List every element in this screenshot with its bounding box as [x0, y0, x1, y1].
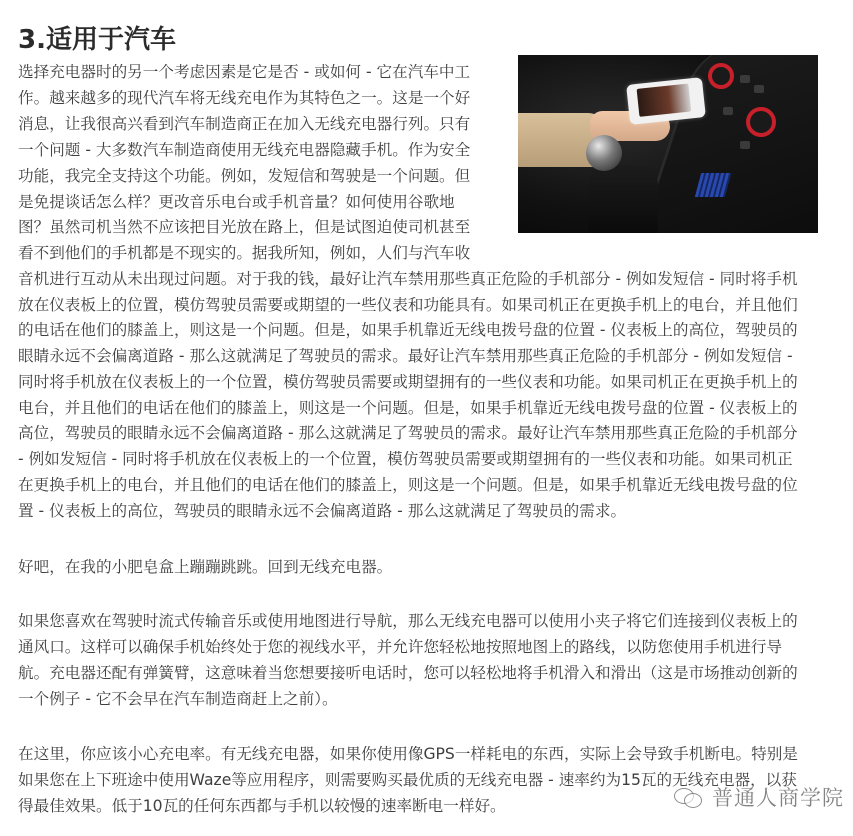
smartphone [626, 77, 706, 125]
console-button [740, 141, 750, 149]
text-line: 作。越来越多的现代汽车将无线充电作为其特色之一。这是一个好 [18, 89, 471, 107]
text-line: 通风口。这样可以确保手机始终处于您的视线水平，并允许您轻松地按照地图上的路线，以防您使用手机进行导 [18, 638, 783, 656]
text-line: 同时将手机放在仪表板上的一个位置，模仿驾驶员需要或期望拥有的一些仪表和功能。如果司机正在更换手机上的 [18, 373, 798, 391]
watermark-text: 普通人商学院 [712, 786, 844, 810]
text-line: 看不到他们的手机都是不现实的。据我所知，例如，人们与汽车收 [18, 244, 471, 262]
text-line: 得最佳效果。低于10瓦的任何东西都与手机以较慢的速率断电一样好。 [18, 797, 506, 815]
text-line: 在这里，你应该小心充电率。有无线充电器，如果你使用像GPS一样耗电的东西，实际上会导致手机断电。特别是 [18, 745, 798, 763]
console-button [723, 107, 733, 115]
text-line: 在更换手机上的电台，并且他们的电话在他们的膝盖上，则这是一个问题。但是，如果手机靠近无线电拨号盘的位 [18, 476, 798, 494]
text-line: 好吧，在我的小肥皂盒上蹦蹦跳跳。回到无线充电器。 [18, 558, 393, 576]
text-line: 的电话在他们的膝盖上，则这是一个问题。但是，如果手机靠近无线电拨号盘的位置 - 仪表板上的高位，驾驶员的 [18, 321, 798, 339]
text-line: 图？虽然司机当然不应该把目光放在路上，但是试图迫使司机甚至 [18, 218, 471, 236]
text-line: 高位，驾驶员的眼睛永远不会偏离道路 - 那么这就满足了驾驶员的需求。最好让汽车禁用那些真正危险的手机部分 [18, 424, 798, 442]
text-line: 一个问题 - 大多数汽车制造商使用无线充电器隐藏手机。作为安全 [18, 141, 471, 159]
text-line: 一个例子 - 它不会早在汽车制造商赶上之前）。 [18, 690, 338, 708]
text-line: 放在仪表板上的位置，模仿驾驶员需要或期望的一些仪表和功能具有。如果司机正在更换手机上的电台，并且他们 [18, 296, 798, 314]
text-line: 音机进行互动从未出现过问题。对于我的钱，最好让汽车禁用那些真正危险的手机部分 - 例如发短信 - 同时将手机 [18, 270, 798, 288]
text-line: 航。充电器还配有弹簧臂，这意味着当您想要接听电话时，您可以轻松地将手机滑入和滑出（这是市场推动创新的 [18, 664, 798, 682]
watermark [674, 782, 844, 812]
wechat-icon [674, 786, 706, 808]
console-button [754, 85, 764, 93]
ambient-light [695, 173, 731, 197]
text-line: 是免提谈话怎么样？更改音乐电台或手机音量？如何使用谷歌地 [18, 193, 455, 211]
text-line: 电台，并且他们的电话在他们的膝盖上，则这是一个问题。但是，如果手机靠近无线电拨号盘的位置 - 仪表板上的 [18, 399, 798, 417]
gear-boot [588, 165, 658, 233]
text-line: 如果您喜欢在驾驶时流式传输音乐或使用地图进行导航，那么无线充电器可以使用小夹子将它们连接到仪表板上的 [18, 612, 798, 630]
car-wireless-charging-image [518, 55, 818, 233]
section-heading: 3.适用于汽车 [18, 25, 176, 56]
text-line: 眼睛永远不会偏离道路 - 那么这就满足了驾驶员的需求。最好让汽车禁用那些真正危险的手机部分 - 例如发短信 - [18, 347, 793, 365]
text-line: 功能，我完全支持这个功能。例如，发短信和驾驶是一个问题。但 [18, 167, 471, 185]
text-line: 消息，让我很高兴看到汽车制造商正在加入无线充电器行列。只有 [18, 115, 471, 133]
climate-knob [708, 63, 734, 89]
console-button [740, 75, 750, 83]
phone-screen [637, 84, 692, 117]
text-line: 置 - 仪表板上的高位，驾驶员的眼睛永远不会偏离道路 - 那么这就满足了驾驶员的需求。 [18, 502, 627, 520]
text-line: 选择充电器时的另一个考虑因素是它是否 - 或如何 - 它在汽车中工 [18, 63, 471, 81]
text-line: 如果您在上下班途中使用Waze等应用程序，则需要购买最优质的无线充电器 - 速率约为15瓦的无线充电器，以获 [18, 771, 797, 789]
text-line: - 例如发短信 - 同时将手机放在仪表板上的一个位置，模仿驾驶员需要或期望拥有的一些仪表和功能。如果司机正 [18, 450, 793, 468]
climate-knob [746, 107, 776, 137]
gear-knob [586, 135, 622, 171]
